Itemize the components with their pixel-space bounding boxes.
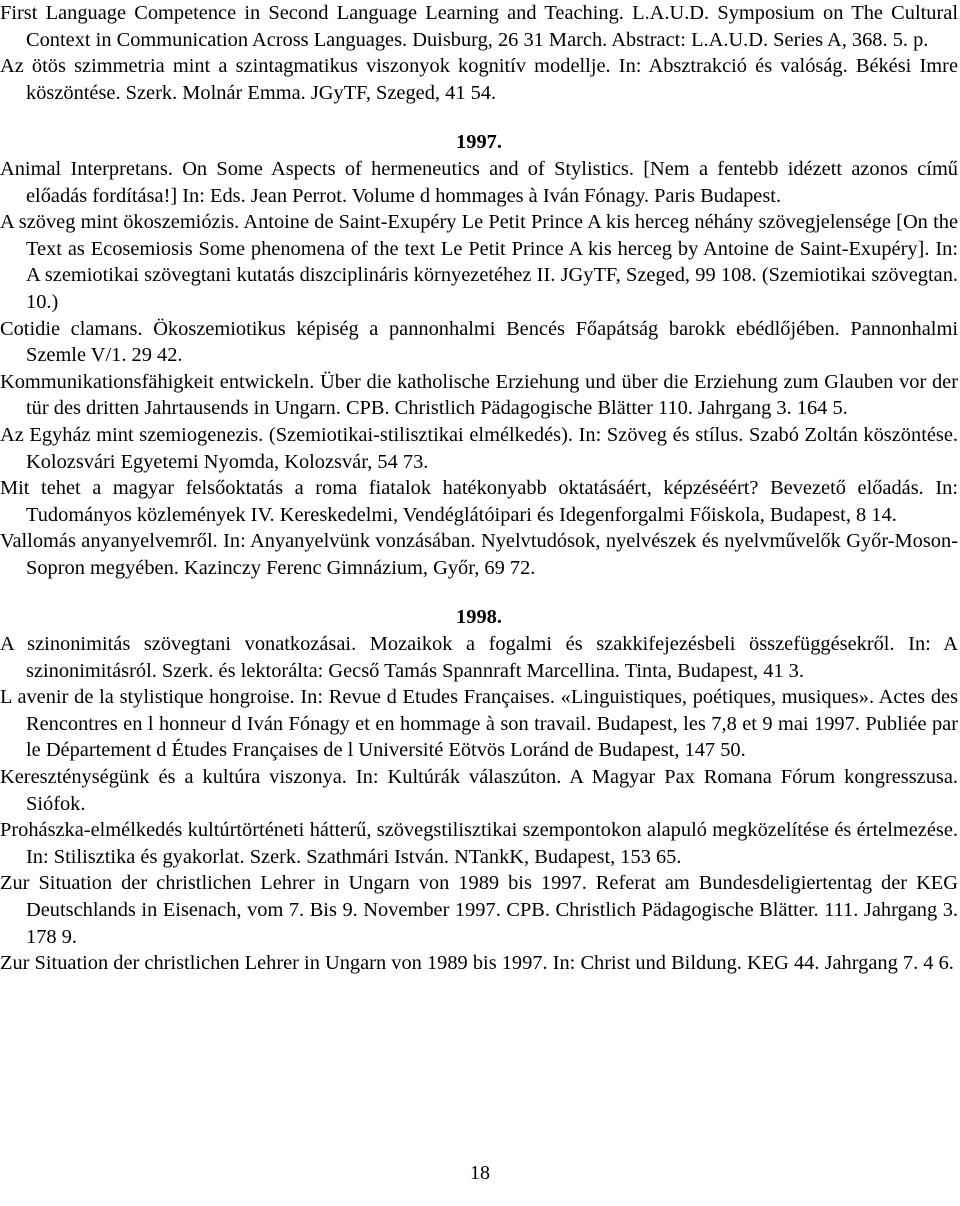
bibliography-entry: Mit tehet a magyar felsőoktatás a roma fiatalok hatékonyabb oktatásáért, képzéséért? Bevezető előadás. In: Tudományos közlemények IV. Kereskedelmi, Vendéglátóipari és Idegenforgalmi Főiskola, Budapest, 8 14. xyxy=(0,477,958,526)
page-number: 18 xyxy=(470,1162,490,1184)
year-heading-1998: 1998. xyxy=(456,606,502,629)
bibliography-entry: Az ötös szimmetria mint a szintagmatikus viszonyok kognitív modellje. In: Absztrakció és valóság. Békési Imre köszöntése. Szerk. Molnár Emma. JGyTF, Szeged, 41 54. xyxy=(0,55,958,104)
bibliography-entry: Zur Situation der christlichen Lehrer in Ungarn von 1989 bis 1997. Referat am Bundesdeligiertentag der KEG Deutschlands in Eisenach, vom 7. Bis 9. November 1997. CPB. Christlich Pädagogische Blätter. 111. Jahrgang 3. 178 9. xyxy=(0,872,958,948)
spacer xyxy=(0,106,958,129)
bibliography-entry: Kommunikationsfähigkeit entwickeln. Über die katholische Erziehung und über die Erziehung zum Glauben vor der tür des dritten Jahrtausends in Ungarn. CPB. Christlich Pädagogische Blätter 110. Jahrgang 3. 164 5. xyxy=(0,370,958,420)
bibliography-entry: Zur Situation der christlichen Lehrer in Ungarn von 1989 bis 1997. In: Christ und Bildung. KEG 44. Jahrgang 7. 4 6. xyxy=(0,952,954,975)
bibliography-entry: A szinonimitás szövegtani vonatkozásai. Mozaikok a fogalmi és szakkifejezésbeli összefüggésekről. In: A szinonimitásról. Szerk. és lektorálta: Gecső Tamás Spannraft Marcellina. Tinta, Budapest, 41 3. xyxy=(0,633,958,682)
bibliography-entry: L avenir de la stylistique hongroise. In: Revue d Etudes Françaises. «Linguistiques, poétiques, musiques». Actes des Rencontres en l honneur d Iván Fónagy et en hommage à son travail. Budapest, les 7,8 et 9 mai 1997. Publiée par le Département d Études Françaises de l Université Eötvös Loránd de Budapest, 147 50. xyxy=(0,686,958,762)
bibliography-entry: Kereszténységünk és a kultúra viszonya. In: Kultúrák válaszúton. A Magyar Pax Romana Fórum kongresszusa. Siófok. xyxy=(0,766,958,815)
bibliography-entry: Prohászka-elmélkedés kultúrtörténeti hátterű, szövegstilisztikai szempontokon alapuló megközelítése és értelmezése. In: Stilisztika és gyakorlat. Szerk. Szathmári István. NTankK, Budapest, 153 65. xyxy=(0,819,958,868)
bibliography-entry: Animal Interpretans. On Some Aspects of hermeneutics and of Stylistics. [Nem a fentebb idézett azonos című előadás fordítása!] In: Eds. Jean Perrot. Volume d hommages à Iván Fónagy. Paris Budapest. xyxy=(0,157,958,207)
bibliography-entry: Vallomás anyanyelvemről. In: Anyanyelvünk vonzásában. Nyelvtudósok, nyelvészek és nyelvművelők Győr-Moson-Sopron megyében. Kazinczy Ferenc Gimnázium, Győr, 69 72. xyxy=(0,530,958,579)
bibliography-entry: First Language Competence in Second Language Learning and Teaching. L.A.U.D. Symposium on The Cultural Context in Communication Across Languages. Duisburg, 26 31 March. Abstract: L.A.U.D. Series A, 368. 5. p. xyxy=(0,2,958,51)
bibliography-entry: Az Egyház mint szemiogenezis. (Szemiotikai-stilisztikai elmélkedés). In: Szöveg és stílus. Szabó Zoltán köszöntése. Kolozsvári Egyetemi Nyomda, Kolozsvár, 54 73. xyxy=(0,423,958,473)
year-heading-1997: 1997. xyxy=(456,131,502,154)
bibliography-entry: A szöveg mint ökoszemiózis. Antoine de Saint-Exupéry Le Petit Prince A kis herceg néhány szövegjelensége [On the Text as Ecosemiosis Some phenomena of the text Le Petit Prince A kis herceg by Antoine de Saint-Exupéry]. In: A szemiotikai szövegtani kutatás diszciplináris környezetéhez II. JGyTF, Szeged, 99 108. (Szemiotikai szövegtan. 10.) xyxy=(0,211,958,313)
spacer xyxy=(0,581,958,604)
bibliography-entry: Cotidie clamans. Ökoszemiotikus képiség a pannonhalmi Bencés Főapátság barokk ebédlőjében. Pannonhalmi Szemle V/1. 29 42. xyxy=(0,317,958,367)
